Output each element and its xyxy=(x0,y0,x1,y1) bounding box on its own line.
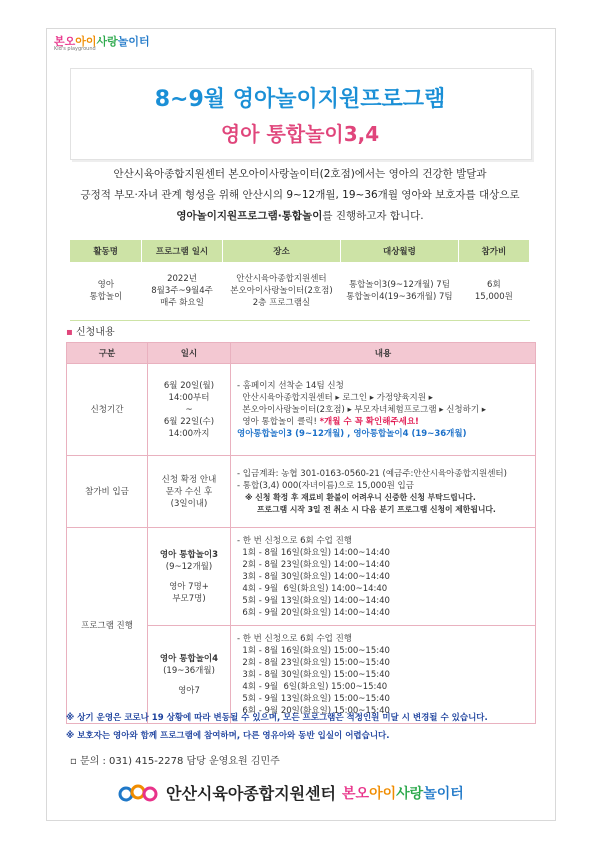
summary-header: 장소 xyxy=(222,240,340,262)
summary-target-cell xyxy=(341,262,459,321)
program-g4-count: 영아7 xyxy=(178,685,200,696)
intro-text xyxy=(70,164,530,227)
program-g3-age: (9~12개월) xyxy=(165,561,213,572)
summary-text: 통합놀이 xyxy=(89,292,123,302)
period-content-line: 영아 통합놀이 클릭! xyxy=(237,416,317,427)
summary-row xyxy=(70,262,530,321)
intro-line-3 xyxy=(70,206,530,227)
period-content-line: 안산시육아종합지원센터 ▸ 로그인 ▸ 가정양육지원 ▸ xyxy=(237,392,433,403)
summary-text: 매주 화요일 xyxy=(160,298,204,308)
period-content xyxy=(231,364,536,456)
schedule-line: - 한 번 신청으로 6회 수업 진행 xyxy=(237,535,353,546)
schedule-line: 6회 - 9월 20일(화요일) 15:00~15:40 xyxy=(237,705,390,716)
period-label: 신청기간 xyxy=(67,364,148,456)
apply-header-row xyxy=(67,343,536,364)
summary-text: 8월3주~9월4주 xyxy=(151,286,213,296)
contact-info: ▫ 문의 : 031) 415-2278 담당 운영요원 김민주 xyxy=(70,756,280,767)
program-g4-age: (19~36개월) xyxy=(163,665,215,676)
header-logo: 본오아이사랑놀이터 xyxy=(54,35,150,48)
apply-table xyxy=(66,342,536,724)
schedule-line: 5회 - 9월 13일(화요일) 15:00~15:40 xyxy=(237,693,390,704)
footer-brand: 본오아이사랑놀이터 xyxy=(342,785,464,802)
schedule-line: 2회 - 8월 23일(화요일) 15:00~15:40 xyxy=(237,657,390,668)
period-date-line: ~ xyxy=(185,404,193,415)
schedule-line: 6회 - 9월 20일(화요일) 14:00~14:40 xyxy=(237,607,390,618)
summary-text: 15,000원 xyxy=(474,292,513,302)
period-content-line: 본오아이사랑놀이터(2호점) ▸ 부모자녀체험프로그램 ▸ 신청하기 ▸ xyxy=(237,404,487,415)
org-logo-icon xyxy=(118,782,160,804)
note-guardian: ※ 보호자는 영아와 함께 프로그램에 참여하며, 다른 영유아와 동반 입실이 어렵습니다. xyxy=(66,731,390,741)
apply-header: 구분 xyxy=(67,343,148,364)
period-date-line: 14:00부터 xyxy=(168,392,210,403)
program-label: 프로그램 진행 xyxy=(67,528,148,724)
apply-header: 내용 xyxy=(231,343,536,364)
program-g3-info xyxy=(148,528,231,626)
fee-label: 참가비 입금 xyxy=(67,456,148,528)
schedule-line: 2회 - 8월 23일(화요일) 14:00~14:40 xyxy=(237,559,390,570)
intro-rest: 를 진행하고자 합니다. xyxy=(322,210,424,222)
period-date-line: 6월 20일(월) xyxy=(163,380,215,391)
fee-date-line: (3일이내) xyxy=(170,498,208,509)
summary-text: 영아 xyxy=(97,280,115,290)
period-content-line: - 홈페이지 선착순 14팀 신청 xyxy=(237,380,344,391)
summary-date-cell xyxy=(142,262,222,321)
fee-date-line: 신청 확정 안내 xyxy=(161,474,217,485)
schedule-line: 3회 - 8월 30일(화요일) 15:00~15:40 xyxy=(237,669,390,680)
period-date-line: 14:00까지 xyxy=(168,428,210,439)
schedule-line: 5회 - 9월 13일(화요일) 14:00~14:40 xyxy=(237,595,390,606)
program-g3-count: 영아 7명+ xyxy=(169,581,209,592)
apply-row-period xyxy=(67,364,536,456)
fee-content xyxy=(231,456,536,528)
intro-line-1: 안산시육아종합지원센터 본오아이사랑놀이터(2호점)에서는 영아의 건강한 발달과 xyxy=(113,168,487,180)
summary-header-row xyxy=(70,240,530,262)
schedule-line: 1회 - 8월 16일(화요일) 14:00~14:40 xyxy=(237,547,390,558)
summary-header: 참가비 xyxy=(458,240,529,262)
program-g4-schedule xyxy=(231,626,536,724)
apply-row-program-3 xyxy=(67,528,536,626)
summary-place-cell xyxy=(222,262,340,321)
summary-text: 2층 프로그램실 xyxy=(252,298,311,308)
summary-text: 안산시육아종합지원센터 xyxy=(236,274,327,284)
summary-name-cell xyxy=(70,262,142,321)
summary-table xyxy=(70,240,530,321)
schedule-line: 4회 - 9월 6일(화요일) 14:00~14:40 xyxy=(237,583,388,594)
page-title: 8~9월 영아놀이지원프로그램 xyxy=(154,87,446,112)
intro-bold: 영아놀이지원프로그램·통합놀이 xyxy=(176,210,323,222)
section-title-text: 신청내용 xyxy=(75,327,115,338)
page-subtitle: 영아 통합놀이3,4 xyxy=(220,122,380,146)
summary-text: 통합놀이4(19~36개월) 7팀 xyxy=(346,292,453,302)
apply-header: 일시 xyxy=(148,343,231,364)
fee-date-line: 문자 수신 후 xyxy=(165,486,213,497)
period-warning: *개월 수 꼭 확인해주세요! xyxy=(319,416,419,427)
program-g3-name: 영아 통합놀이3 xyxy=(159,549,219,560)
apply-row-fee xyxy=(67,456,536,528)
intro-line-2: 긍정적 부모·자녀 관계 형성을 위해 안산시의 9~12개월, 19~36개월 영아와 보호자를 대상으로 xyxy=(80,189,520,201)
fee-note: ※ 신청 확정 후 재료비 환불이 어려우니 신중한 신청 부탁드립니다. xyxy=(245,492,476,502)
summary-header: 활동명 xyxy=(70,240,142,262)
program-g3-count: 부모7명) xyxy=(172,593,206,604)
header-logo-sub: Kid's playground xyxy=(54,46,96,52)
bullet-icon: ▪ xyxy=(66,327,73,338)
fee-date xyxy=(148,456,231,528)
schedule-line: 1회 - 8월 16일(화요일) 15:00~15:40 xyxy=(237,645,390,656)
program-g4-info xyxy=(148,626,231,724)
period-groups: 영아통합놀이3 (9~12개월) , 영아통합놀이4 (19~36개월) xyxy=(237,428,467,439)
section-title xyxy=(66,323,115,338)
schedule-line: 3회 - 8월 30일(화요일) 14:00~14:40 xyxy=(237,571,390,582)
schedule-line: - 한 번 신청으로 6회 수업 진행 xyxy=(237,633,353,644)
summary-fee-cell xyxy=(458,262,529,321)
summary-header: 프로그램 일시 xyxy=(142,240,222,262)
summary-text: 6회 xyxy=(487,280,501,290)
period-date-line: 6월 22일(수) xyxy=(163,416,215,427)
schedule-line: 4회 - 9월 6일(화요일) 15:00~15:40 xyxy=(237,681,388,692)
period-date xyxy=(148,364,231,456)
program-g4-name: 영아 통합놀이4 xyxy=(159,653,219,664)
fee-note: 프로그램 시작 3일 전 취소 시 다음 분기 프로그램 신청이 제한됩니다. xyxy=(257,504,496,514)
summary-text: 통합놀이3(9~12개월) 7팀 xyxy=(348,280,450,290)
footer-logo xyxy=(118,781,464,804)
fee-content-line: - 통합(3,4) 000(자녀이름)으로 15,000원 입금 xyxy=(237,480,414,491)
program-g3-schedule xyxy=(231,528,536,626)
summary-text: 본오아이사랑놀이터(2호점) xyxy=(230,286,333,296)
summary-text: 2022년 xyxy=(167,274,197,284)
summary-header: 대상월령 xyxy=(341,240,459,262)
fee-content-line: - 입금계좌: 농협 301-0163-0560-21 (예금주:안산시육아종합지원센터) xyxy=(237,468,507,479)
note-covid: ※ 상기 운영은 코로나 19 상황에 따라 변동될 수 있으며, 모든 프로그램은 적정인원 미달 시 변경될 수 있습니다. xyxy=(66,713,488,723)
footer-org: 안산시육아종합지원센터 xyxy=(166,784,337,803)
